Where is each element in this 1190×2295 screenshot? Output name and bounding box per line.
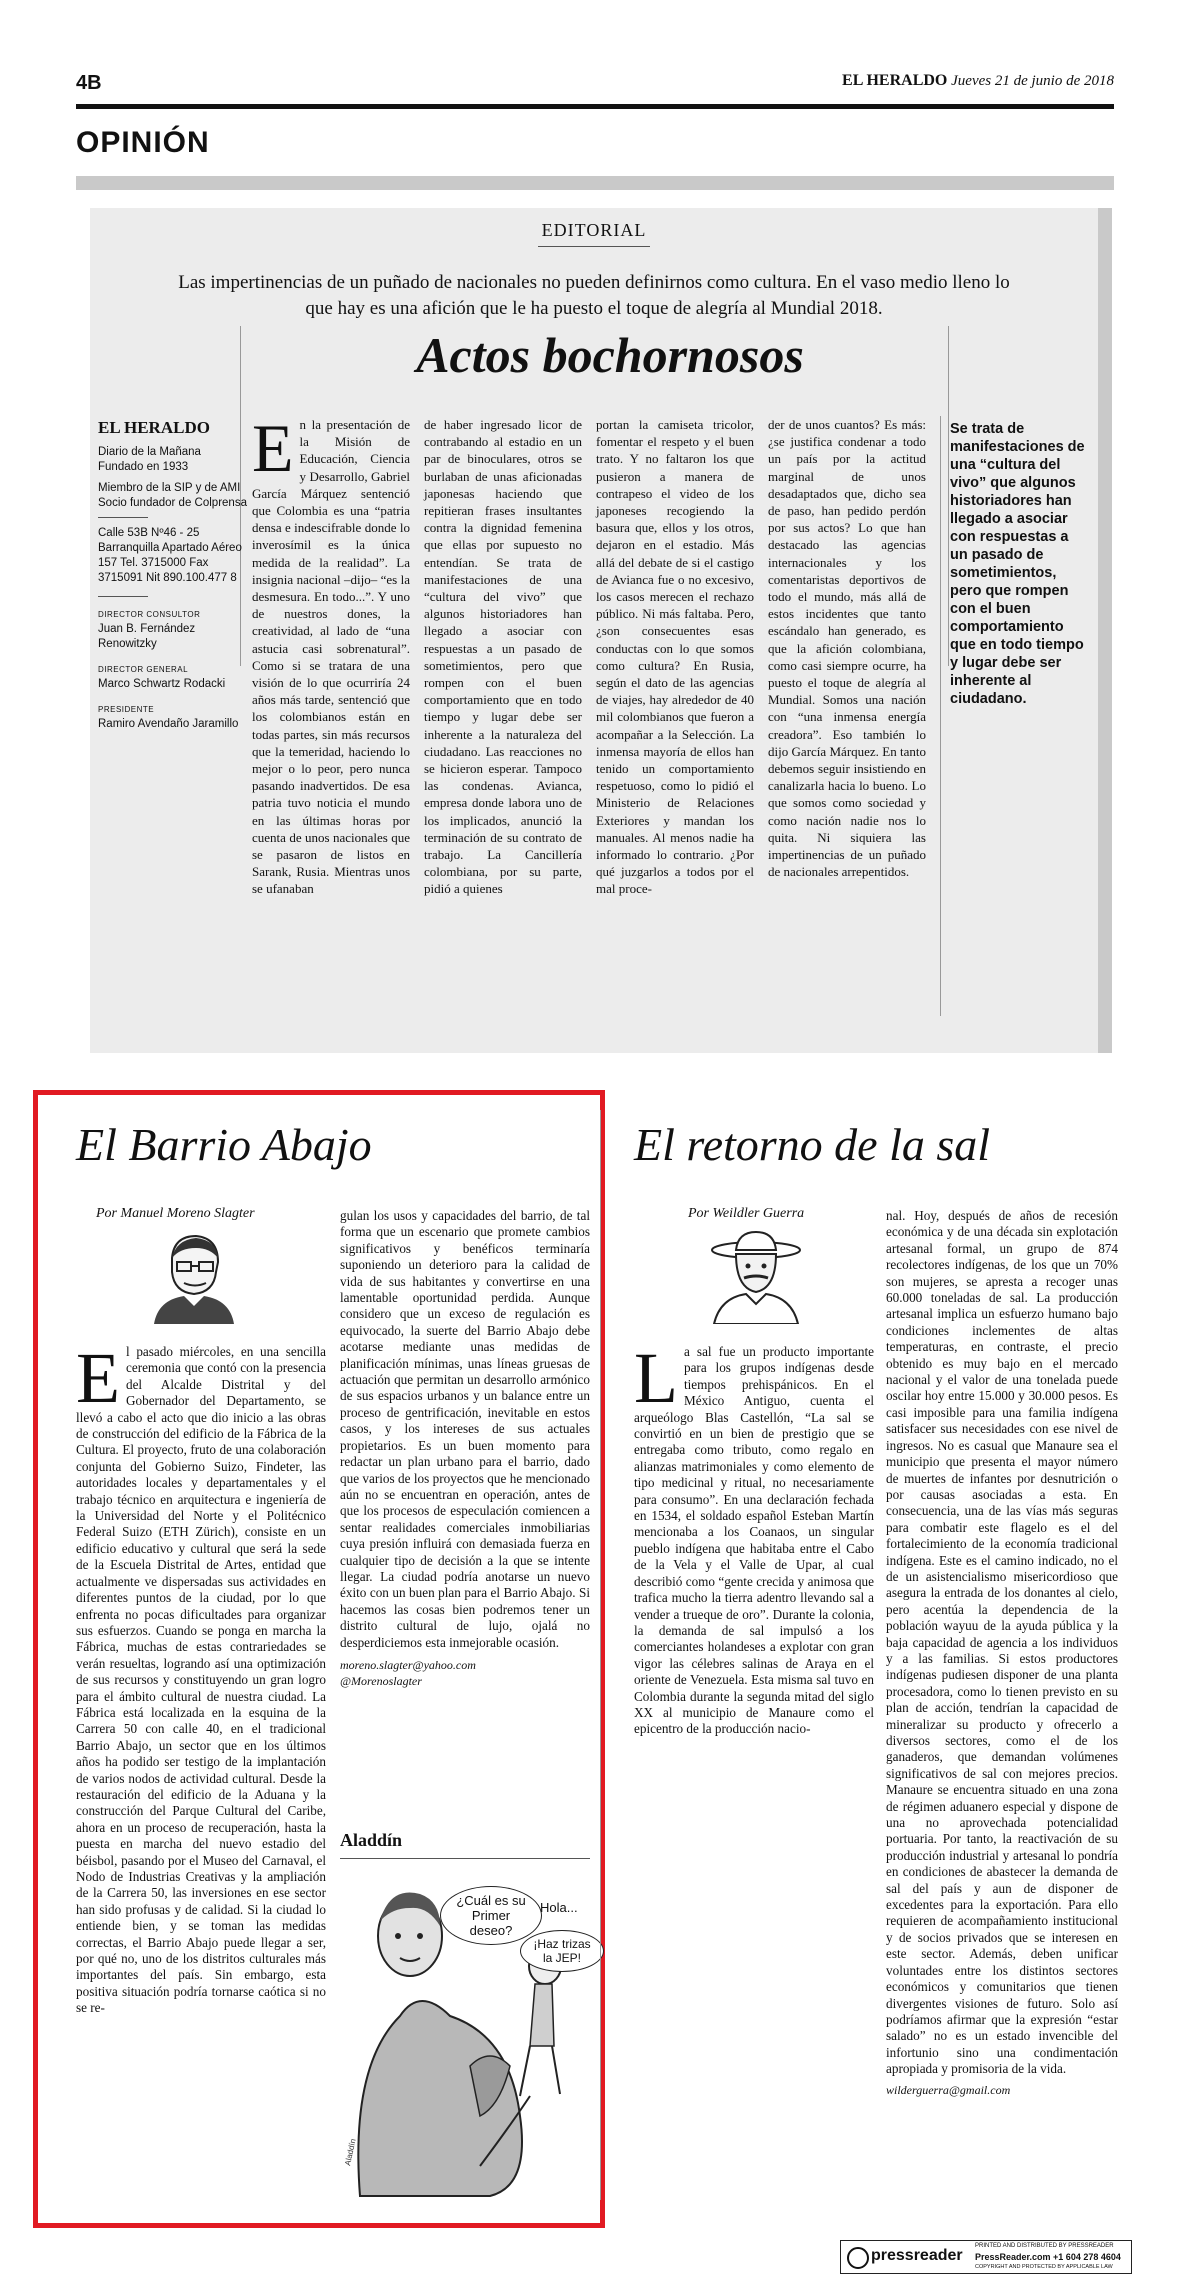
president-name: Ramiro Avendaño Jaramillo <box>98 718 239 730</box>
director-name: Juan B. Fernández Renowitzky <box>98 623 196 650</box>
editorial-dek: Las impertinencias de un puñado de nacionales no pueden definirnos como cultura. En el vaso medio lleno lo que hay es una afición que le ha puesto el toque de alegría al Mundial 2018. <box>178 272 1010 319</box>
speech-text-2: Hola... <box>540 1900 578 1915</box>
article-right-col-2: nal. Hoy, después de años de recesión económica y de una década sin explotación artesanal formal, un grupo de 874 recolectores indígenas, de los que un 70% son mujeres, se apresta a recoger unas 60.000 toneladas de sal. La producción artesanal implica un esfuerzo humano bajo condiciones inclementes de altas temperaturas, en contraste, el precio obtenido es muy bajo en el mercado nacional y el valor de una tonelada puede oscilar hoy entre 15.000 y 30.000 pesos. Es casi imposible para una familia indígena satisfacer sus necesidades con ese nivel de ingresos. No es casual que Manaure sea el municipio que presenta el mayor número de muertes de infantes por desnutrición o por causas asociadas a esta. En consecuencia, una de las vías más seguras para combatir este flagelo es el del fortalecimiento de la economía tradicional indígena. Este es el camino indicado, no el de un asistencialismo misericordioso que asegura la entrada de los donantes al cielo, pero acentúa la dependencia de la población wayuu de la ayuda pública y la baja capacidad de agencia a los individuos y a las familias. Si estos productores indígenas pudiesen disponer de una planta procesadora, como lo tienen previsto en su plan de acción, tendrían la capacidad de mineralizar su producto y ofrecerlo a diversos sectores, como el de los ganaderos, que demandan volúmenes significativos de sal con mejores precios. Manaure se encuentra situado en una zona de régimen aduanero especial y dispone de una no aprovechada potencialidad portuaria. Por tanto, la reactivación de su producción industrial y artesanal lo pondría en condiciones de abastecer la demanda de sal del país y aun de disponer de excedentes para la exportación. Para ello requieren de acompañamiento institucional y de socios privados que se interesen en este sector. Además, deben unificar voluntades entre los distintos sectores económicos y comunitarios que tienen divergentes visiones de futuro. Solo así podríamos afirmar que la expresión “estar salado” no es un estado invencible del infortunio sino una condimentación apropiada y promisoria de la vida. wilderguerra@gmail.com <box>886 1208 1118 2097</box>
byline-left: Por Manuel Moreno Slagter <box>96 1206 255 1221</box>
article-right-col-1: La sal fue un producto importante para los grupos indígenas desde tiempos prehispánicos. En el México Antiguo, cuenta el arqueólogo Blas Castellón, “La sal se convirtió en un bien de prestigio que se entregaba como tributo, como regalo en alianzas matrimoniales y como elemento de tipo medicinal y ritual, no necesariamente para consumo”. En una declaración fechada en 1534, el soldado español Esteban Martín mencionaba a los Coanaos, un singular pueblo indígena que habitaba entre el Cabo de la Vela y el Valle de Upar, al cual describió como “gente crecida y animosa que trafica mucho la tierra adentro llevando sal a vender a trueque de oro”. Durante la colonia, la demanda de sal impulsó a los comerciantes holandeses a explotar con gran vigor las célebres salinas de Araya en el oriente de Venezuela. Esta misma sal tuvo en Colombia durante la segunda mitad del siglo XX al municipio de Manaure como el epicentro de la producción nacio- <box>634 1338 874 1737</box>
cartoon-title: Aladdín <box>340 1830 403 1850</box>
editorial-col-4: der de unos cuantos? Es más: ¿se justifica condenar a todo un país por la actitud marginal de unos desadaptados que, dicho sea de paso, han pedido perdón por sus actos? Lo que han destacado las agencias internacionales y los comentaristas deportivos de todo el mundo, más allá de estos incidentes que tanto escándalo han generado, es que la afición colombiana, como casi siempre ocurre, ha puesto el toque de alegría al Mundial. Somos una nación con “una inmensa energía creadora”. Eso también lo dijo García Márquez. En tanto debemos seguir insistiendo en canalizarla hacia lo bueno. Lo que somos como sociedad y como nación nadie nos lo quita. Ni siquiera las impertinencias de un puñado de nacionales arrepentidos. <box>768 417 926 880</box>
editorial-box <box>90 208 1112 1053</box>
sidebar-member: Miembro de la SIP y de AMI Socio fundador de Colprensa <box>98 482 247 509</box>
president-label: PRESIDENTE <box>98 705 155 714</box>
author-portrait-right <box>706 1228 806 1324</box>
article-right-dropcap: L <box>634 1338 678 1418</box>
newspaper-name: EL HERALDO <box>842 72 948 89</box>
header-rule <box>76 104 1114 109</box>
author-twitter-left: @Morenoslagter <box>340 1674 422 1689</box>
title-right-rule <box>948 326 949 666</box>
column-title-right: El retorno de la sal <box>634 1119 991 1170</box>
column-title-left: El Barrio Abajo <box>76 1119 372 1170</box>
editorial-label: EDITORIAL <box>90 220 1098 241</box>
editorial-col-2: de haber ingresado licor de contrabando al estadio en un par de binoculares, otros se burlaban de unas aficionadas japonesas haciendo que repitieran frases insultantes contra la dignidad femenina que ellas por supuesto no entendían. Se trata de manifestaciones de una “cultura del vivo” que algunos historiadores han llegado a asociar con respuestas a un pasado de sometimientos, pero que rompen con el buen comportamiento que en todo tiempo y lugar debe ser inherente a la naturaleza del ciudadano. Las reacciones no se hicieron esperar. Tampoco las condenas. Avianca, empresa donde labora uno de los implicados, anunció la terminación de su contrato de trabajo. La Cancillería colombiana, por su parte, pidió a quienes <box>424 417 582 897</box>
author-email-left: moreno.slagter@yahoo.com <box>340 1657 476 1672</box>
editorial-col-3: portan la camiseta tricolor, fomentar el respeto y el buen trato. Y no faltaron los que pusieron a manera de contrapeso el video de los japoneses recogiendo la basura que, ellos y los otros, dejaron en el estadio. Más allá del debate de si el castigo de Avianca fue o no excesivo, los casos merecen el rechazo público. Ni más faltaba. Pero, ¿son consecuentes esas conductas con lo que somos como cultura? En Rusia, según el dato de las agencias de viajes, hay alrededor de 40 mil colombianos que fueron a acompañar a la Selección. La inmensa mayoría de ellos han tenido un comportamiento respetuoso, como lo pidió el Ministerio de Relaciones Exteriores y mandan los manuales. Al menos nadie ha informado lo contrario. ¿Por qué juzgarlos a todos por el mal proce- <box>596 417 754 897</box>
pressreader-line-1: PRINTED AND DISTRIBUTED BY PRESSREADER <box>975 2243 1114 2249</box>
article-left-col-2: gulan los usos y capacidades del barrio, de tal forma que un escenario que promete cambios significativos y benéficos terminaría suponiendo un deterioro para la calidad de vida de sus habitantes y convertirse en una lamentable oportunidad perdida. Aunque considero que un exceso de regulación es equivocado, la suerte del Barrio Abajo debe acotarse mediante unas medidas de planificación mínimas, unas líneas gruesas de actuación que permitan un desarrollo armónico de sus espacios urbanos y un balance entre un proceso de gentrificación, inevitable en estos casos, y los intereses de sus actuales propietarios. Es un buen momento para redactar un plan urbano para el barrio, dado que varios de los proyectos que he mencionado aún no se encuentran en operación, antes de que los procesos de especulación comiencen a sentar realidades comerciales inmobiliarias cuya presión influirá con demasiada fuerza en cualquier tipo de decisión a la que se intente llegar. La ciudad podría anotarse un nuevo éxito con un buen plan para el Barrio Abajo. Si hacemos las cosas bien podremos tener un distrito cultural de lujo, ojalá no desperdiciemos esta inmejorable ocasión. moreno.slagter@yahoo.com @Morenoslagter <box>340 1208 590 1689</box>
author-portrait-left <box>144 1228 244 1324</box>
masthead <box>842 72 1114 90</box>
issue-date: Jueves 21 de junio de 2018 <box>951 73 1114 89</box>
article-left-col-1: El pasado miércoles, en una sencilla ceremonia que contó con la presencia del Alcalde Distrital y del Gobernador del Departamento, se llevó a cabo el acto que dio inicio a las obras de construcción del edificio de la Fábrica de la Cultura. El proyecto, fruto de una colaboración conjunta del Gobierno Suizo, Findeter, las autoridades locales y departamentales y el trabajo técnico en arquitectura e ingeniería de la Universidad del Norte y el Politécnico Federal Suizo (ETH Zürich), consiste en un edificio educativo y cultural que será la sede de la Escuela Distrital de Artes, entidad que actualmente ve dispersadas sus actividades en diferentes puntos de la ciudad, por lo que enfrenta no pocas dificultades para organizar sus esfuerzos. Cuando se ponga en marcha la Fábrica, muchas de estas contrariedades se verán resueltas, logrando así una optimización de sus recursos y constituyendo un gran logro para el ámbito cultural de nuestra ciudad. La Fábrica está localizada en la esquina de la Carrera 50 con calle 40, en el tradicional Barrio Abajo, un sector que en los últimos años ha podido ser testigo de la implantación de varios nodos de actividad cultural. Desde la restauración del edificio de la Aduana y la construcción del Parque Cultural del Caribe, ahora en un proceso de recuperación, hasta la puesta en marcha del nuevo estadio del béisbol, pasando por el Museo del Carnaval, el Nodo de Industrias Creativas y la ampliación de la Carrera 50, las inversiones en ese sector han sido profusas y de calidad. Si la ciudad lo entiende bien, y se toman las medidas correctas, el Barrio Abajo puede llegar a ser, por qué no, uno de los distritos culturales más importantes del país. Sin embargo, esta positiva situación podría tornarse caótica si no se re- <box>76 1338 326 2016</box>
editorial-sidebar <box>98 420 248 732</box>
speech-bubble-3: ¡Haz trizas la JEP! <box>520 1930 604 1972</box>
sidebar-about: Diario de la Mañana Fundado en 1933 <box>98 446 201 473</box>
author-email-right: wilderguerra@gmail.com <box>886 2082 1011 2097</box>
pressreader-badge <box>840 2240 1132 2274</box>
column-divider <box>600 1110 601 2200</box>
cartoon-rule <box>340 1858 590 1859</box>
editorial-title: Actos bochornosos <box>416 327 804 383</box>
sidebar-address: Calle 53B Nº46 - 25 Barranquilla Apartado Aéreo 157 Tel. 3715000 Fax 3715091 Nit 890.100.477 8 <box>98 527 242 584</box>
sidebar-logo: EL HERALDO <box>98 418 210 437</box>
section-title: OPINIÓN <box>76 126 210 159</box>
section-bar <box>76 176 1114 190</box>
page-number: 4B <box>76 72 102 94</box>
editorial-col-1: En la presentación de la Misión de Educación, Ciencia y Desarrollo, Gabriel García Márquez sentenció que Colombia es una “patria densa e indescifrable donde lo inverosímil es la única medida de la realidad”. La insignia nacional –dijo– “es la desmesura. En todo...”. Y uno de nuestros dones, la creatividad, al lado de “una astucia casi sobrenatural”. Como si se tratara de una visión de lo que ocurriría 24 años más tarde, sentenció que los colombianos están en todas partes, sin más recursos que la temeridad, haciendo lo mejor o lo peor, pero nunca pasando inadvertidos. De esa patria tuvo noticia el mundo en las últimas horas por cuenta de unos nacionales que se pasaron de listos en Sarank, Rusia. Mientras unos se ufanaban <box>252 410 410 897</box>
editorial-callout: Se trata de manifestaciones de una “cultura del vivo” que algunos historiadores han llegado a asociar con respuestas a un pasado de sometimientos, pero que rompen con el buen comportamiento que en todo tiempo y lugar debe ser inherente al ciudadano. <box>950 421 1085 707</box>
pressreader-logo-icon <box>847 2247 869 2269</box>
byline-right: Por Weildler Guerra <box>688 1206 805 1221</box>
pressreader-line-2: PressReader.com +1 604 278 4604 <box>975 2252 1121 2262</box>
gen-director-label: DIRECTOR GENERAL <box>98 665 189 674</box>
director-label: DIRECTOR CONSULTOR <box>98 610 201 619</box>
article-left-dropcap: E <box>76 1338 120 1418</box>
svg-text:Aladdín: Aladdín <box>343 2137 358 2167</box>
callout-rule <box>940 416 941 1016</box>
pressreader-brand: pressreader <box>871 2247 963 2264</box>
editorial-dropcap: E <box>252 410 294 486</box>
speech-bubble-1: ¿Cuál es su Primer deseo? <box>440 1886 542 1945</box>
pressreader-line-3: COPYRIGHT AND PROTECTED BY APPLICABLE LAW <box>975 2264 1113 2270</box>
gen-director-name: Marco Schwartz Rodacki <box>98 678 226 690</box>
